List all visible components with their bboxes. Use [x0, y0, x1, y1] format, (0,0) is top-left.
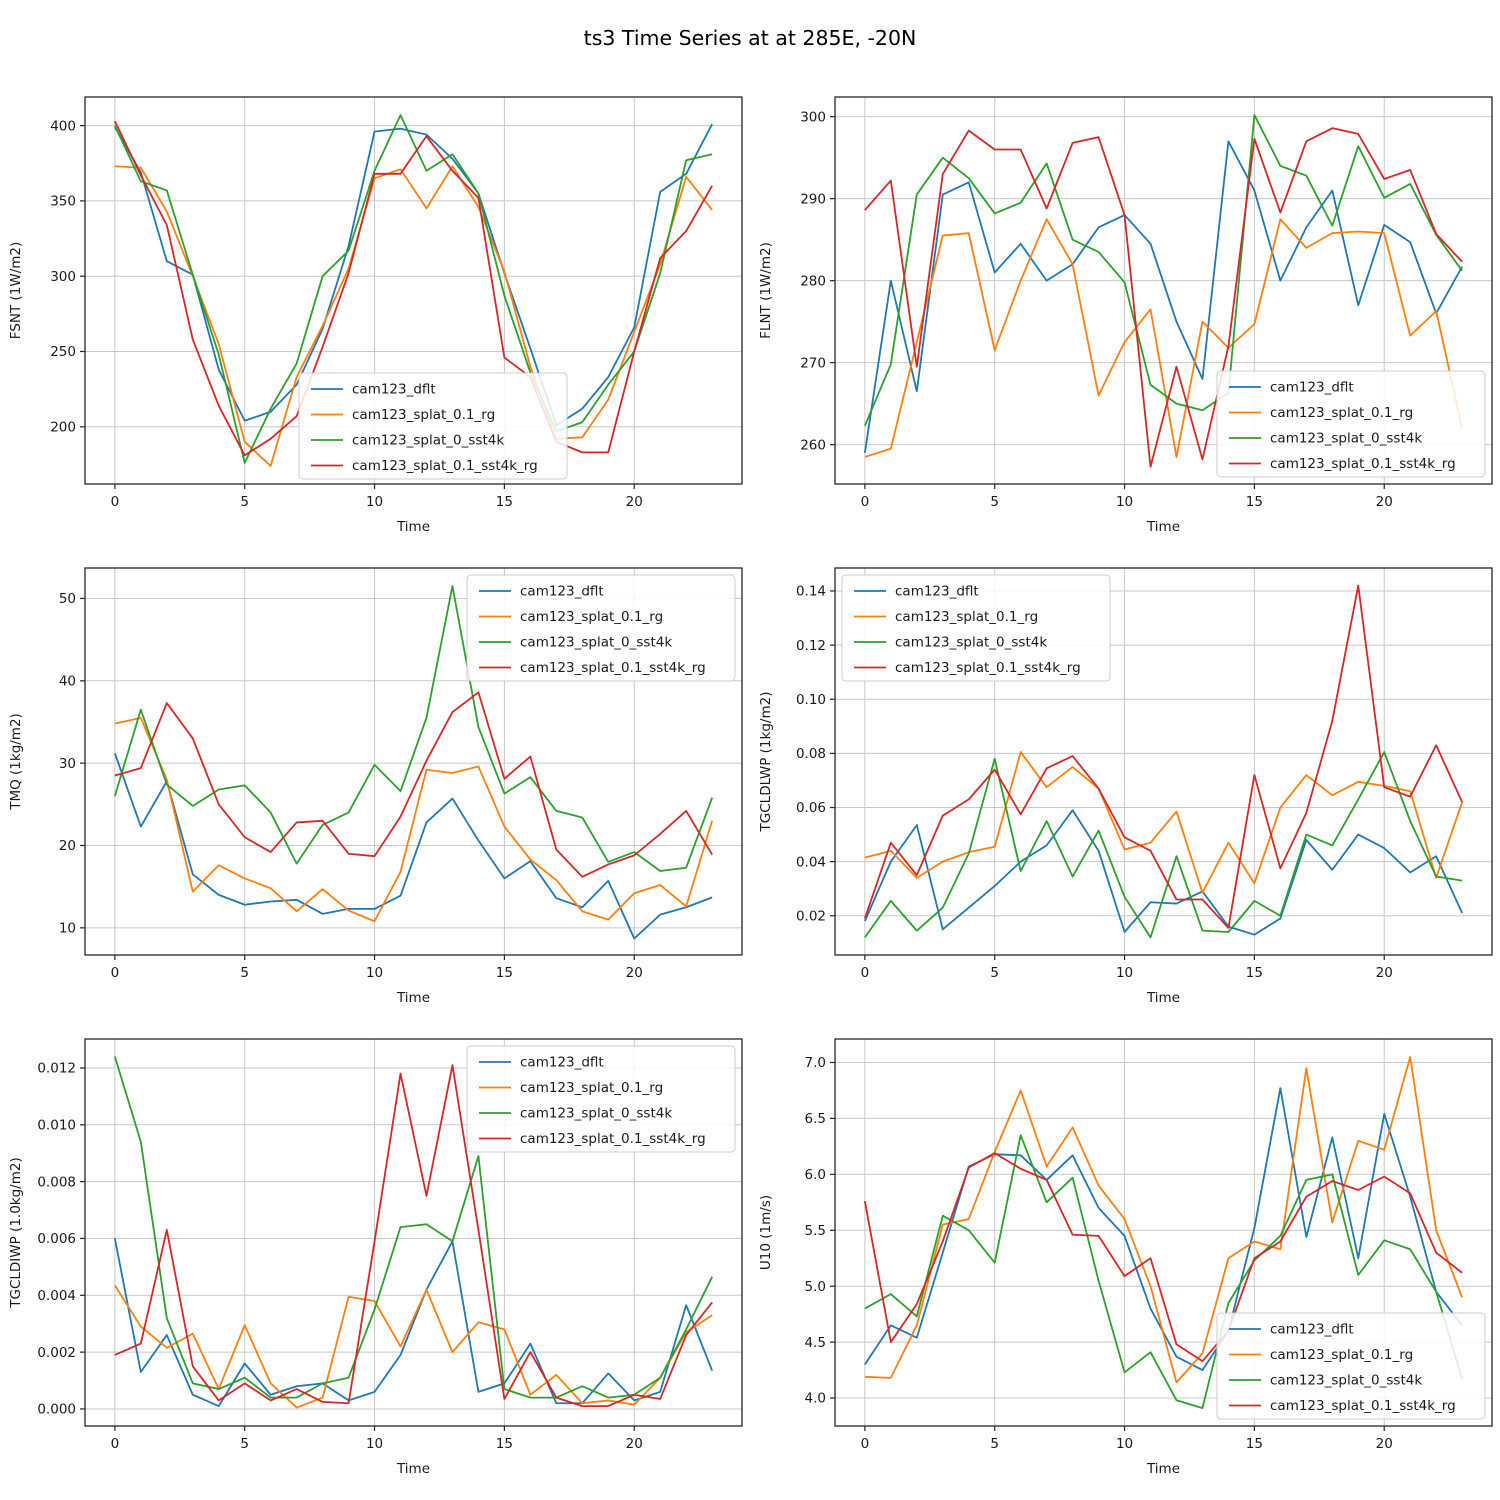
- u10-chart: [750, 1017, 1500, 1488]
- y-tick-label: 280: [800, 273, 826, 290]
- legend: [1217, 1313, 1485, 1419]
- x-tick-label: 0: [110, 965, 120, 981]
- legend-label: cam123_dflt: [520, 583, 604, 600]
- legend-label: cam123_splat_0.1_sst4k_rg: [895, 660, 1081, 677]
- subplot-fsnt: [0, 75, 750, 546]
- y-tick-label: 0.002: [37, 1344, 76, 1361]
- y-tick-label: 0.06: [795, 800, 826, 817]
- x-tick-label: 20: [625, 494, 643, 510]
- x-tick-label: 10: [1115, 494, 1134, 510]
- x-tick-label: 20: [625, 965, 643, 981]
- y-tick-label: 0.004: [37, 1287, 76, 1304]
- subplot-flnt: [750, 75, 1500, 546]
- subplot-tgcldlwp: [750, 546, 1500, 1017]
- y-tick-label: 350: [50, 193, 76, 210]
- x-tick-label: 5: [240, 1436, 250, 1452]
- y-axis-label: FSNT (1W/m2): [8, 241, 24, 340]
- y-tick-label: 300: [800, 109, 826, 126]
- legend: [1217, 371, 1485, 477]
- y-tick-label: 20: [58, 838, 76, 855]
- x-tick-label: 15: [1245, 494, 1263, 510]
- y-tick-label: 30: [58, 755, 76, 772]
- y-tick-label: 0.02: [795, 908, 826, 925]
- x-tick-label: 5: [240, 965, 250, 981]
- x-tick-label: 0: [860, 1436, 870, 1452]
- y-tick-label: 7.0: [804, 1055, 826, 1072]
- x-tick-label: 10: [365, 965, 384, 981]
- x-tick-label: 5: [990, 965, 1000, 981]
- x-tick-label: 15: [495, 965, 513, 981]
- y-tick-label: 0.006: [37, 1231, 76, 1248]
- y-tick-label: 0.08: [795, 746, 826, 763]
- legend: [467, 575, 735, 681]
- y-tick-label: 4.5: [804, 1334, 826, 1351]
- y-tick-label: 10: [58, 920, 76, 937]
- x-tick-label: 0: [860, 494, 870, 510]
- legend-label: cam123_splat_0_sst4k: [1270, 430, 1423, 447]
- y-tick-label: 4.0: [804, 1390, 826, 1407]
- y-axis-label: TGCLDLWP (1kg/m2): [758, 691, 774, 832]
- subplot-tgcldiwp: [0, 1017, 750, 1488]
- x-axis-label: Time: [1146, 1461, 1181, 1477]
- x-axis-label: Time: [1146, 990, 1181, 1006]
- legend: [842, 575, 1110, 681]
- legend-label: cam123_splat_0_sst4k: [352, 432, 505, 449]
- legend-label: cam123_splat_0.1_sst4k_rg: [520, 660, 706, 677]
- subplot-tmq: [0, 546, 750, 1017]
- x-tick-label: 10: [1115, 1436, 1134, 1452]
- x-tick-label: 0: [110, 1436, 120, 1452]
- y-tick-label: 290: [800, 191, 826, 208]
- y-tick-label: 260: [800, 437, 826, 454]
- y-tick-label: 0.000: [37, 1401, 76, 1418]
- y-axis-label: TGCLDIWP (1.0kg/m2): [8, 1157, 24, 1308]
- y-tick-label: 0.10: [795, 691, 826, 708]
- y-tick-label: 0.008: [37, 1174, 76, 1191]
- y-axis-label: TMQ (1kg/m2): [8, 713, 24, 810]
- x-tick-label: 15: [1245, 965, 1263, 981]
- y-tick-label: 400: [50, 118, 76, 135]
- legend-label: cam123_dflt: [1270, 379, 1354, 396]
- y-tick-label: 0.010: [37, 1117, 76, 1134]
- series-line-cam123_splat_0.1_rg: [115, 718, 712, 921]
- legend-label: cam123_splat_0.1_rg: [1270, 1347, 1414, 1364]
- y-tick-label: 270: [800, 355, 826, 372]
- subplot-u10: [750, 1017, 1500, 1488]
- legend: [467, 1046, 735, 1152]
- flnt-chart: [750, 75, 1500, 546]
- fsnt-chart: [0, 75, 750, 546]
- x-tick-label: 15: [495, 1436, 513, 1452]
- x-tick-label: 5: [240, 494, 250, 510]
- legend: [299, 373, 567, 479]
- x-tick-label: 5: [990, 1436, 1000, 1452]
- y-tick-label: 250: [50, 344, 76, 361]
- figure-title: ts3 Time Series at at 285E, -20N: [583, 25, 917, 50]
- y-tick-label: 0.14: [795, 583, 826, 600]
- legend-label: cam123_splat_0_sst4k: [520, 1105, 673, 1122]
- x-axis-label: Time: [396, 990, 431, 1006]
- x-axis-label: Time: [396, 519, 431, 535]
- y-tick-label: 5.5: [804, 1222, 826, 1239]
- y-axis-label: FLNT (1W/m2): [758, 242, 774, 339]
- y-tick-label: 6.5: [804, 1111, 826, 1128]
- x-tick-label: 20: [1375, 494, 1393, 510]
- y-tick-label: 50: [58, 591, 76, 608]
- legend-label: cam123_dflt: [1270, 1321, 1354, 1338]
- x-tick-label: 0: [110, 494, 120, 510]
- y-tick-label: 300: [50, 268, 76, 285]
- x-axis-label: Time: [1146, 519, 1181, 535]
- series-line-cam123_splat_0_sst4k: [865, 752, 1462, 937]
- legend-label: cam123_dflt: [895, 583, 979, 600]
- legend-label: cam123_splat_0_sst4k: [520, 634, 673, 651]
- legend-label: cam123_splat_0.1_rg: [1270, 405, 1414, 422]
- legend-label: cam123_dflt: [352, 381, 436, 398]
- y-tick-label: 0.04: [795, 854, 826, 871]
- x-tick-label: 5: [990, 494, 1000, 510]
- y-tick-label: 5.0: [804, 1278, 826, 1295]
- legend-label: cam123_splat_0.1_sst4k_rg: [1270, 456, 1456, 473]
- legend-label: cam123_splat_0_sst4k: [1270, 1372, 1423, 1389]
- tgcldiwp-chart: [0, 1017, 750, 1488]
- x-tick-label: 20: [1375, 965, 1393, 981]
- subplot-grid: [0, 75, 1500, 1488]
- x-tick-label: 15: [1245, 1436, 1263, 1452]
- legend-label: cam123_dflt: [520, 1054, 604, 1071]
- tmq-chart: [0, 546, 750, 1017]
- legend-label: cam123_splat_0.1_sst4k_rg: [1270, 1398, 1456, 1415]
- y-axis-label: U10 (1m/s): [758, 1194, 774, 1271]
- y-tick-label: 0.012: [37, 1060, 76, 1077]
- x-tick-label: 10: [365, 494, 384, 510]
- y-tick-label: 200: [50, 419, 76, 436]
- x-axis-label: Time: [396, 1461, 431, 1477]
- legend-label: cam123_splat_0.1_sst4k_rg: [352, 458, 538, 475]
- tgcldlwp-chart: [750, 546, 1500, 1017]
- x-tick-label: 10: [365, 1436, 384, 1452]
- legend-label: cam123_splat_0.1_rg: [520, 609, 664, 626]
- series-line-cam123_splat_0.1_sst4k_rg: [115, 692, 712, 876]
- legend-label: cam123_splat_0.1_rg: [895, 609, 1039, 626]
- legend-label: cam123_splat_0_sst4k: [895, 634, 1048, 651]
- y-tick-label: 6.0: [804, 1167, 826, 1184]
- x-tick-label: 15: [495, 494, 513, 510]
- x-tick-label: 10: [1115, 965, 1134, 981]
- legend-label: cam123_splat_0.1_sst4k_rg: [520, 1131, 706, 1148]
- y-tick-label: 0.12: [795, 637, 826, 654]
- x-tick-label: 20: [625, 1436, 643, 1452]
- x-tick-label: 20: [1375, 1436, 1393, 1452]
- y-tick-label: 40: [58, 673, 76, 690]
- legend-label: cam123_splat_0.1_rg: [520, 1080, 664, 1097]
- x-tick-label: 0: [860, 965, 870, 981]
- legend-label: cam123_splat_0.1_rg: [352, 407, 496, 424]
